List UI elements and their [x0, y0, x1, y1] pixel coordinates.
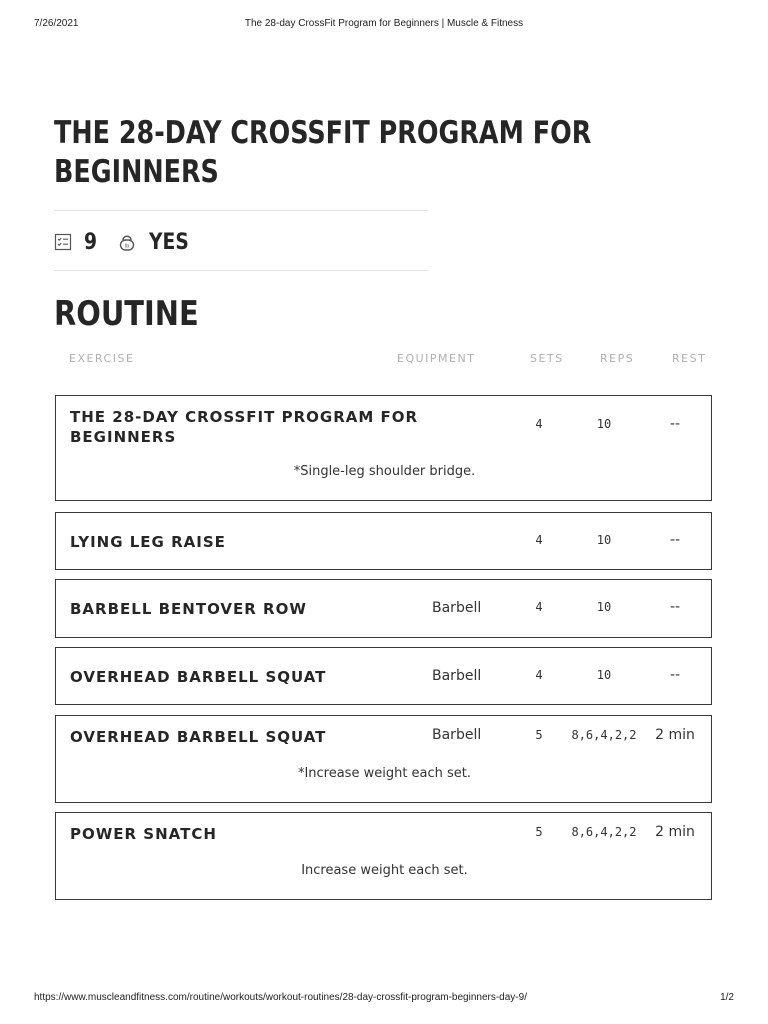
exercise-reps: 8,6,4,2,2 — [571, 728, 637, 742]
exercise-rest: -- — [669, 667, 681, 683]
exercise-rest: -- — [669, 599, 681, 615]
exercise-name: BARBELL BENTOVER ROW — [70, 600, 307, 618]
column-header-rest: REST — [672, 352, 707, 365]
svg-text:lb: lb — [125, 243, 130, 250]
exercise-card — [55, 647, 712, 705]
exercise-note: Increase weight each set. — [301, 863, 468, 878]
page-number: 1/2 — [720, 992, 734, 1003]
exercise-sets: 4 — [535, 600, 543, 614]
exercise-sets: 5 — [535, 728, 543, 742]
exercise-rest: -- — [669, 532, 681, 548]
exercise-reps: 10 — [596, 600, 612, 614]
divider-bottom — [54, 270, 428, 271]
exercise-reps: 10 — [596, 668, 612, 682]
meta-day — [54, 230, 99, 255]
article-title — [54, 114, 614, 192]
exercise-reps: 8,6,4,2,2 — [571, 825, 637, 839]
exercise-rest: 2 min — [655, 824, 695, 840]
exercise-card — [55, 395, 712, 501]
exercise-name: POWER SNATCH — [70, 825, 217, 843]
checklist-icon — [54, 233, 72, 251]
routine-heading: ROUTINE — [54, 294, 199, 334]
exercise-equipment: Barbell — [432, 668, 482, 684]
exercise-card — [55, 512, 712, 570]
column-header-equipment: EQUIPMENT — [397, 352, 476, 365]
exercise-reps: 10 — [596, 417, 612, 431]
equipment-required: YES — [149, 229, 190, 255]
exercise-card — [55, 579, 712, 638]
exercise-card — [55, 715, 712, 803]
exercise-reps: 10 — [596, 533, 612, 547]
exercise-name: OVERHEAD BARBELL SQUAT — [70, 668, 327, 686]
exercise-equipment: Barbell — [432, 600, 482, 616]
exercise-rest: -- — [669, 416, 681, 432]
print-date: 7/26/2021 — [34, 18, 79, 29]
article-title-line-1: THE 28-DAY CROSSFIT PROGRAM FOR — [54, 115, 592, 151]
divider-top — [54, 210, 428, 211]
column-header-reps: REPS — [600, 352, 635, 365]
exercise-sets: 4 — [535, 533, 543, 547]
exercise-equipment: Barbell — [432, 727, 482, 743]
exercise-card — [55, 812, 712, 900]
exercise-name-line-2: BEGINNERS — [70, 428, 177, 446]
exercise-sets: 5 — [535, 825, 543, 839]
meta-equipment — [117, 230, 196, 255]
exercise-name-line-1: THE 28-DAY CROSSFIT PROGRAM FOR — [70, 408, 419, 426]
print-page-title: The 28-day CrossFit Program for Beginners | Muscle & Fitness — [244, 18, 524, 29]
exercise-name: OVERHEAD BARBELL SQUAT — [70, 728, 327, 746]
exercise-name — [70, 407, 430, 447]
exercise-sets: 4 — [535, 668, 543, 682]
column-header-exercise: EXERCISE — [69, 352, 135, 365]
exercise-note: *Single-leg shoulder bridge. — [293, 464, 476, 479]
program-meta — [54, 226, 196, 258]
exercise-note: *Increase weight each set. — [297, 766, 472, 781]
day-number: 9 — [84, 229, 98, 255]
kettlebell-icon — [117, 232, 137, 252]
exercise-sets: 4 — [535, 417, 543, 431]
exercise-name: LYING LEG RAISE — [70, 533, 226, 551]
article-title-line-2: BEGINNERS — [54, 154, 219, 190]
column-header-sets: SETS — [530, 352, 564, 365]
page-url: https://www.muscleandfitness.com/routine/workouts/workout-routines/28-day-crossfit-program-beginners-day-9/ — [34, 992, 527, 1003]
exercise-rest: 2 min — [655, 727, 695, 743]
